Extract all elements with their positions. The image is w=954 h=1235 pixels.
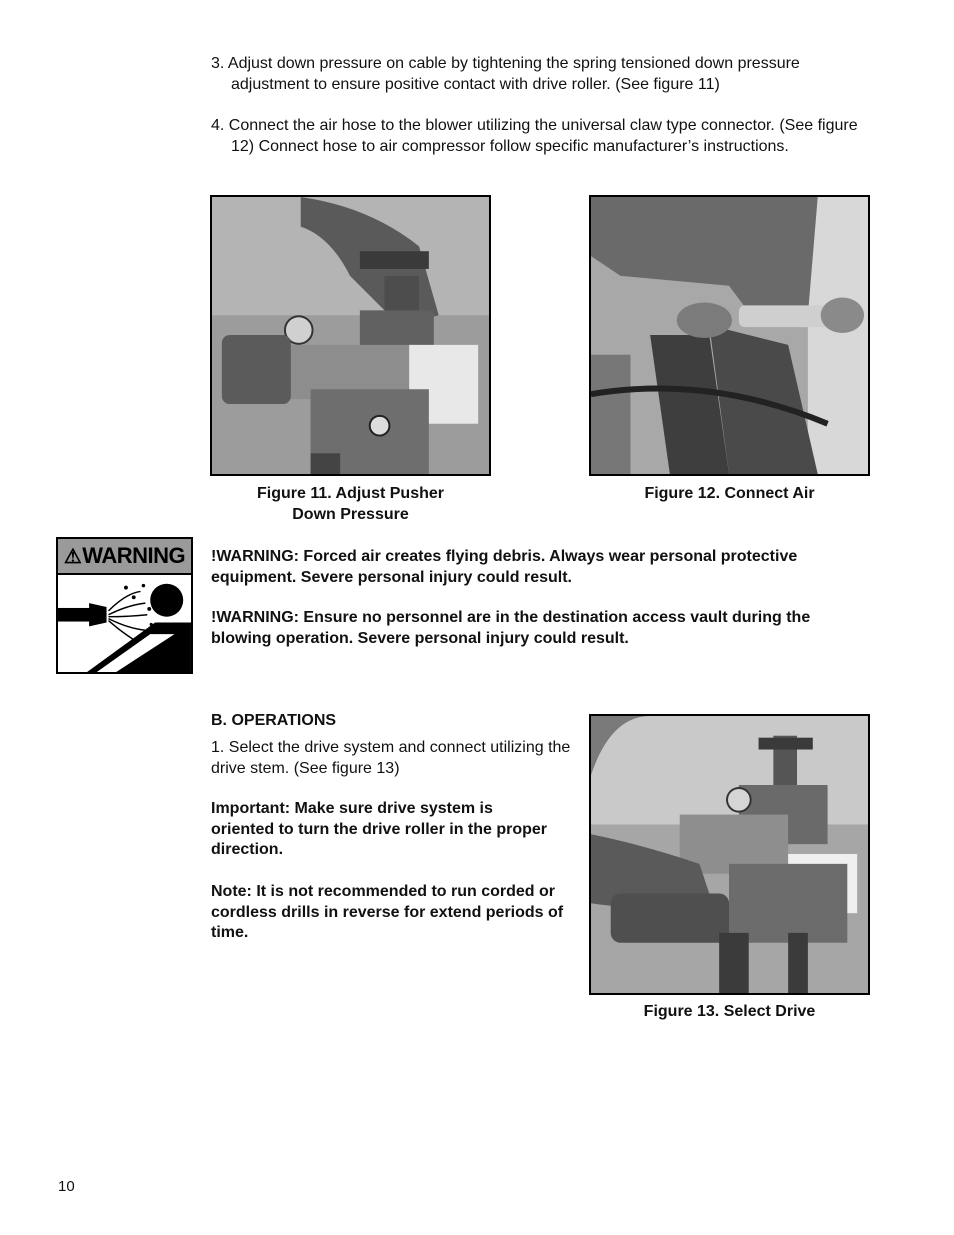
warning-label: WARNING [82,543,186,568]
warning-symbol [56,537,193,674]
figure-11-caption [210,484,491,525]
operations-step-1: 1. Select the drive system and connect utilizing the drive stem. (See figure 13) [211,739,571,777]
operations-heading: B. OPERATIONS [211,712,337,729]
page-number: 10 [58,1178,75,1195]
operations-important: Important: Make sure drive system is oriented to turn the drive roller in the proper direction. [211,800,548,858]
figure-13-photo [589,714,870,995]
figure-12-caption: Figure 12. Connect Air [644,485,815,502]
step-3-text: 3. Adjust down pressure on cable by tightening the spring tensioned down pressure adjustment to ensure positive contact with drive roller. (See figure 11) [211,55,800,93]
warning-triangle-icon: ⚠ [63,545,82,568]
figure-11-caption-line-2: Down Pressure [292,505,409,523]
warning-text-2: !WARNING: Ensure no personnel are in the destination access vault during the blowing operation. Severe personal injury could result. [211,609,811,647]
warning-header [58,539,191,575]
operations-note: Note: It is not recommended to run corded or cordless drills in reverse for extend periods of time. [211,883,564,941]
figure-13-caption: Figure 13. Select Drive [643,1003,816,1020]
figure-11-caption-line-1: Figure 11. Adjust Pusher [256,485,444,502]
figure-12-photo [589,195,870,476]
flying-debris-icon [58,574,191,672]
figure-11-photo [210,195,491,476]
step-4-text: 4. Connect the air hose to the blower utilizing the universal claw type connector. (See figure 12) Connect hose to air compressor follow specific manufacturer’s instructions. [211,117,858,155]
warning-text-1: !WARNING: Forced air creates flying debris. Always wear personal protective equipment. Severe personal injury could result. [211,548,798,586]
